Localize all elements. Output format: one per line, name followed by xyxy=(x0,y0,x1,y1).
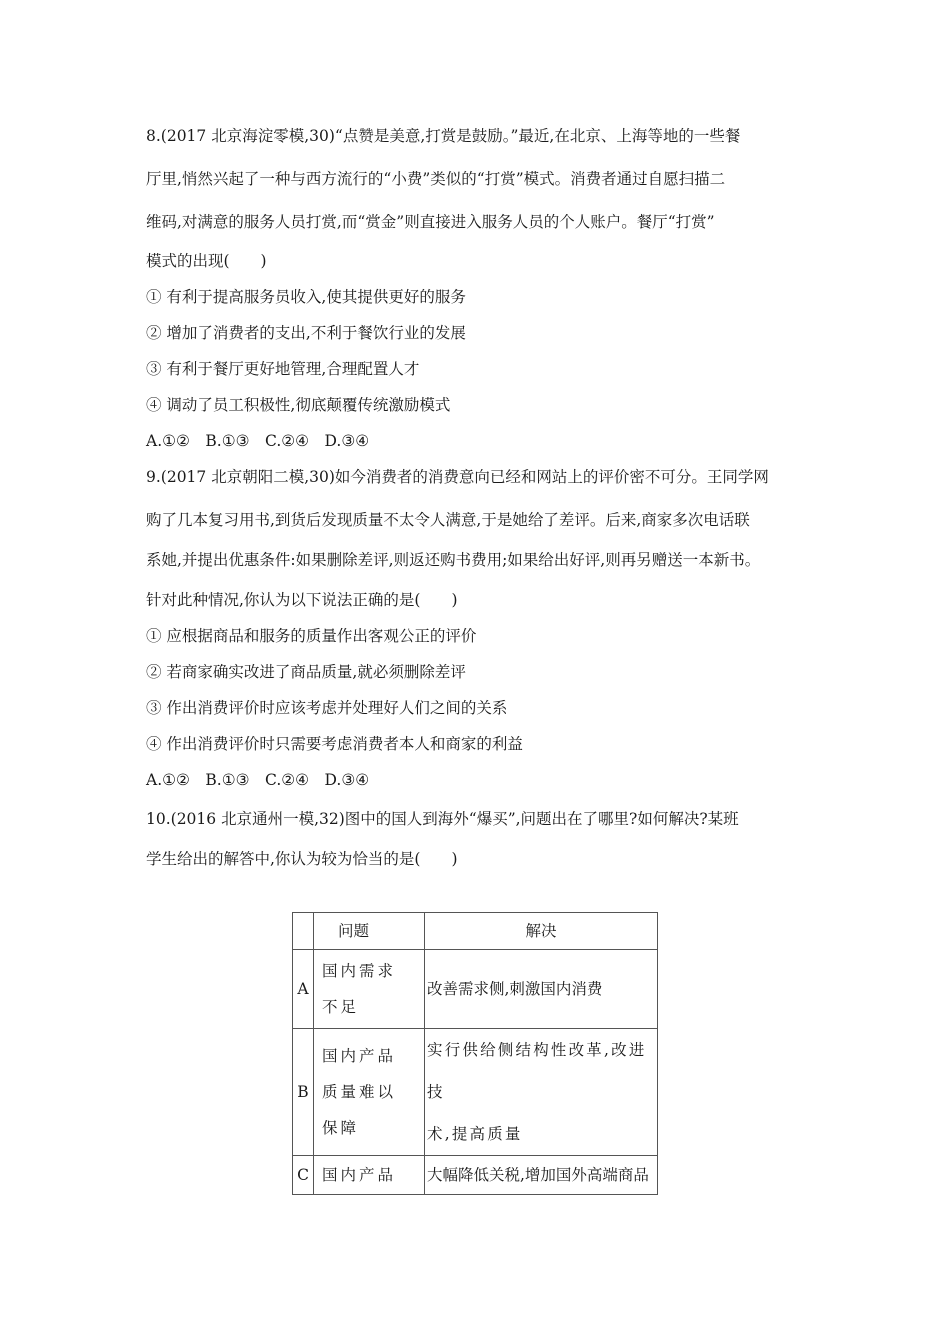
q8-option-1: ① 有利于提高服务员收入,使其提供更好的服务 xyxy=(146,288,466,306)
row-problem: 国内产品 xyxy=(314,1156,425,1195)
row-problem-line: 国内产品 xyxy=(322,1047,397,1065)
row-problem xyxy=(314,1029,425,1156)
row-solution xyxy=(425,1029,658,1156)
q9-stem-line-4: 针对此种情况,你认为以下说法正确的是( ) xyxy=(146,591,458,609)
table-header-problem: 问题 xyxy=(314,913,425,950)
q9-stem-line-3: 系她,并提出优惠条件:如果删除差评,则返还购书费用;如果给出好评,则再另赠送一本新书。 xyxy=(146,551,761,569)
q9-answer-choices: A.①② B.①③ C.②④ D.③④ xyxy=(146,771,370,789)
row-letter: C xyxy=(293,1156,314,1195)
q8-stem-line-4: 模式的出现( ) xyxy=(146,252,267,270)
row-problem xyxy=(314,950,425,1029)
q9-option-2: ② 若商家确实改进了商品质量,就必须删除差评 xyxy=(146,663,466,681)
q8-option-4: ④ 调动了员工积极性,彻底颠覆传统激励模式 xyxy=(146,396,451,414)
table-row xyxy=(293,1156,658,1195)
q10-stem-line-2: 学生给出的解答中,你认为较为恰当的是( ) xyxy=(146,850,458,868)
q8-stem-line-2: 厅里,悄然兴起了一种与西方流行的“小费”类似的“打赏”模式。消费者通过自愿扫描二 xyxy=(146,170,726,188)
row-problem-line: 不足 xyxy=(322,998,360,1016)
table-row xyxy=(293,1029,658,1156)
q8-option-2: ② 增加了消费者的支出,不利于餐饮行业的发展 xyxy=(146,324,466,342)
q8-stem-line-1: 8.(2017 北京海淀零模,30)“点赞是美意,打赏是鼓励。”最近,在北京、上海等地的一些餐 xyxy=(146,127,741,145)
q10-stem-line-1: 10.(2016 北京通州一模,32)图中的国人到海外“爆买”,问题出在了哪里?如何解决?某班 xyxy=(146,810,739,828)
row-problem-line: 保障 xyxy=(322,1119,360,1137)
row-letter: B xyxy=(293,1029,314,1156)
q9-option-4: ④ 作出消费评价时只需要考虑消费者本人和商家的利益 xyxy=(146,735,523,753)
row-solution: 改善需求侧,刺激国内消费 xyxy=(425,950,658,1029)
q8-stem-line-3: 维码,对满意的服务人员打赏,而“赏金”则直接进入服务人员的个人账户。餐厅“打赏” xyxy=(146,213,715,231)
q9-stem-line-2: 购了几本复习用书,到货后发现质量不太令人满意,于是她给了差评。后来,商家多次电话联 xyxy=(146,511,750,529)
q8-option-3: ③ 有利于餐厅更好地管理,合理配置人才 xyxy=(146,360,420,378)
row-solution: 大幅降低关税,增加国外高端商品 xyxy=(425,1156,658,1195)
row-solution-line: 术,提高质量 xyxy=(427,1125,523,1143)
q9-option-1: ① 应根据商品和服务的质量作出客观公正的评价 xyxy=(146,627,477,645)
table-header-letter xyxy=(293,913,314,950)
row-problem-line: 质量难以 xyxy=(322,1083,397,1101)
q8-answer-choices: A.①② B.①③ C.②④ D.③④ xyxy=(146,432,370,450)
row-problem-line: 国内需求 xyxy=(322,962,397,980)
q10-answer-table xyxy=(292,912,658,1195)
table-header-solution: 解决 xyxy=(425,913,658,950)
row-letter: A xyxy=(293,950,314,1029)
table-header-row xyxy=(293,913,658,950)
table-row xyxy=(293,950,658,1029)
q9-option-3: ③ 作出消费评价时应该考虑并处理好人们之间的关系 xyxy=(146,699,508,717)
row-solution-line: 实行供给侧结构性改革,改进技 xyxy=(427,1041,647,1101)
q9-stem-line-1: 9.(2017 北京朝阳二模,30)如今消费者的消费意向已经和网站上的评价密不可分。王同学网 xyxy=(146,468,769,486)
